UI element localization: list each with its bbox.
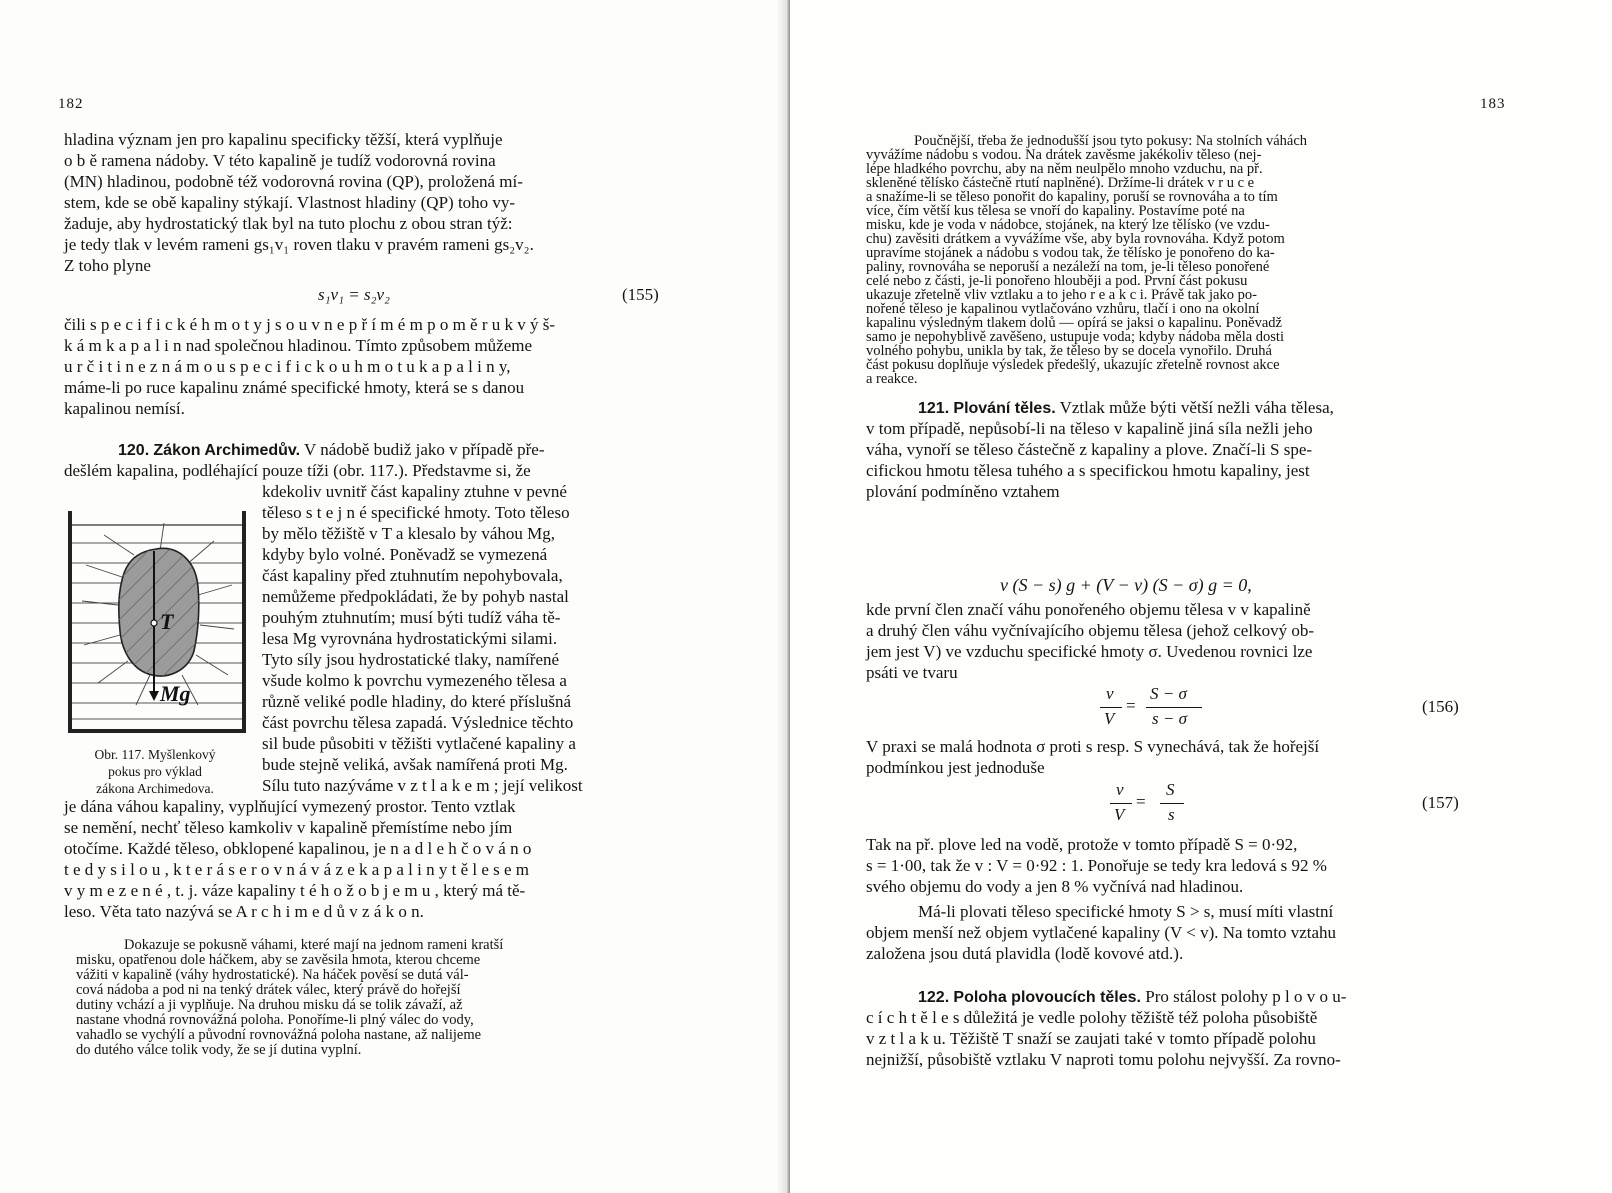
text-line: lesa Mg vyrovnána hydrostatickými silami. [262, 629, 558, 648]
section-122-heading [918, 987, 1346, 1008]
fraction-bar [1110, 803, 1132, 804]
caption-line: zákona Archimedova. [96, 781, 214, 796]
section-number: 121. [918, 400, 950, 417]
fraction-numerator: S − σ [1150, 684, 1187, 703]
fraction-bar [1160, 803, 1184, 804]
equation-number: (157) [1422, 793, 1459, 812]
fraction-denominator: s [1168, 805, 1175, 824]
small-text-line: samo je nepohyblivě zavěšeno, ustupuje voda; kdyby nádoba měla dosti [866, 329, 1284, 345]
page-number-left: 182 [58, 96, 84, 112]
text-line: v tom případě, nepůsobí-li na těleso v kapalině jiná síla nežli jeho [866, 419, 1313, 438]
text-line: kde první člen značí váhu ponořeného objemu tělesa v v kapalině [866, 600, 1311, 619]
fraction-denominator: V [1104, 709, 1115, 728]
text-line: Tak na př. plove led na vodě, protože v tomto případě S = 0·92, [866, 835, 1298, 854]
text-run: Vztlak může býti větší nežli váha tělesa, [1059, 398, 1334, 417]
caption-line: pokus pro výklad [108, 764, 202, 779]
text-line: čili s p e c i f i c k é h m o t y j s o u v n e p ř í m é m p o m ě r u k v ý š- [64, 315, 556, 334]
text-line: všude kolmo k povrchu vymezeného tělesa a [262, 671, 567, 690]
text-line: o b ě ramena nádoby. V této kapalině je tudíž vodorovná rovina [64, 151, 496, 170]
small-text-line: paliny, rovnováha se neporuší a nezáleží na tom, je-li těleso ponořené [866, 259, 1270, 275]
vessel-bottom [68, 729, 246, 733]
section-number: 122. [918, 989, 950, 1006]
small-text-line: cová nádoba a pod ni na tenký drátek válec, který právě do hořejší [76, 982, 461, 998]
vessel-wall-right [242, 511, 246, 733]
text-line: část povrchu tělesa zapadá. Výslednice těchto [262, 713, 574, 732]
text-line: bude stejně veliká, avšak namířená proti Mg. [262, 755, 568, 774]
text-line: kdekoliv uvnitř část kapaliny ztuhne v pevné [262, 482, 567, 501]
small-text-line: Dokazuje se pokusně váhami, které mají na jednom rameni kratší [124, 937, 504, 953]
label-T: T [160, 609, 174, 634]
text-line: kdyby bylo volné. Poněvadž se vymezená [262, 545, 548, 564]
vessel-wall-left [68, 511, 72, 733]
fraction-bar [1146, 707, 1202, 708]
small-text-line: nořené těleso je kapalinou vytlačováno vzhůru, tlačí i ono na okolní [866, 301, 1260, 317]
section-120-heading [118, 440, 545, 461]
text-line: se nemění, nechť těleso kamkoliv v kapalině přemístíme nebo jím [64, 818, 513, 837]
small-text-line: část pokusu doplňuje výsledek předešlý, ukazujíc zřetelně rovnost akce [866, 357, 1280, 373]
text-line: v y m e z e n é , t. j. váze kapaliny t é h o ž o b j e m u , který má tě- [64, 881, 526, 900]
text-line: svého objemu do vody a jen 8 % vyčnívá nad hladinou. [866, 877, 1244, 896]
text-line: Sílu tuto nazýváme v z t l a k e m ; její velikost [262, 776, 583, 795]
small-text-line: upravíme stojánek a nádobu s vodou tak, že tělísko je ponořeno do ka- [866, 245, 1275, 261]
small-text-line: vahadlo se vychýlí a původní rovnovážná poloha nastane, až nalijeme [76, 1027, 482, 1043]
text-line: těleso s t e j n é specifické hmoty. Toto těleso [262, 503, 570, 522]
text-line: část kapaliny před ztuhnutím nepohybovala, [262, 566, 563, 585]
small-text-line: dutiny vchází a ji vyplňuje. Na druhou misku dá se tolik závaží, až [76, 997, 463, 1013]
small-text-line: misku, kde je voda v nádobce, stojánek, na který lze tělísko (ve vzdu- [866, 217, 1270, 233]
text-line: založena jsou dutá plavidla (lodě kovové atd.). [866, 944, 1184, 963]
text-line: plování podmíněno vztahem [866, 482, 1060, 501]
small-text-line: vážiti v kapalině (váhy hydrostatické). Na háček pověsí se dutá vál- [76, 967, 469, 983]
text-line: v z t l a k u. Těžiště T snaží se zaujati také v tomto případě polohu [866, 1029, 1316, 1048]
text-line: a druhý člen váhu vyčnívajícího objemu tělesa (jehož celkový ob- [866, 621, 1314, 640]
text-line: dešlém kapalina, podléhající pouze tíži (obr. 117.). Představme si, že [64, 461, 531, 480]
text-line: různě veliké podle hladiny, do které příslušná [262, 692, 572, 711]
text-line: u r č i t i n e z n á m o u s p e c i f i c k o u h m o t u k a p a l i n y, [64, 357, 511, 376]
small-text-line: lépe hladkého povrchu, aby na něm neulpělo mnoho vzduchu, na př. [866, 161, 1263, 177]
small-text-line: a reakce. [866, 371, 918, 387]
small-text-line: do dutého válce tolik vody, že se jí dutina vyplní. [76, 1042, 362, 1058]
small-text-line: nastane vhodná rovnovážná poloha. Ponoříme-li plný válec do vody, [76, 1012, 474, 1028]
text-line: objem menší než objem vytlačené kapaliny (V < v). Na tomto vztahu [866, 923, 1337, 942]
equation-main: v (S − s) g + (V − v) (S − σ) g = 0, [1000, 575, 1252, 595]
text-line: s = 1·00, tak že v : V = 0·92 : 1. Ponořuje se tedy kra ledová s 92 % [866, 856, 1327, 875]
text-line: máme-li po ruce kapalinu známé specifické hmoty, která se s danou [64, 378, 525, 397]
label-Mg: Mg [160, 681, 191, 706]
small-text-line: celé nebo z části, je-li ponořeno hlouběji a pod. První část pokusu [866, 273, 1248, 289]
text-line: Tyto síly jsou hydrostatické tlaky, namířené [262, 650, 560, 669]
equals-sign: = [1126, 696, 1136, 715]
fraction-denominator: V [1114, 805, 1125, 824]
text-line: Z toho plyne [64, 256, 151, 275]
text-line: váha, vynoří se těleso částečně z kapaliny a plove. Značí-li S spe- [866, 440, 1313, 459]
text-line: nemůžeme předpokládati, že by pohyb nastal [262, 587, 569, 606]
small-text-line: Poučnější, třeba že jednodušší jsou tyto pokusy: Na stolních váhách [914, 133, 1308, 149]
small-text-line: misku, opatřenou dole háčkem, aby se zavěsila hmota, kterou chceme [76, 952, 481, 968]
text-line: psáti ve tvaru [866, 663, 958, 682]
text-line: k á m k a p a l i n nad společnou hladinou. Tímto způsobem můžeme [64, 336, 533, 355]
caption-line: Obr. 117. Myšlenkový [94, 747, 216, 762]
text-line: c í c h t ě l e s důležitá je vedle polohy těžiště též poloha působiště [866, 1008, 1318, 1027]
text-line: by mělo těžiště v T a klesalo by váhou Mg, [262, 524, 556, 543]
small-text-line: ukazuje zřetelně vliv vztlaku a to jeho r e a k c i. Právě tak jako po- [866, 287, 1257, 303]
fraction-numerator: S [1166, 780, 1175, 799]
centroid-point [151, 620, 157, 626]
text-line: V praxi se malá hodnota σ proti s resp. S vynechává, tak že hořejší [866, 737, 1320, 756]
section-title: Poloha plovoucích těles. [953, 989, 1141, 1006]
text-line: pouhým ztuhnutím; musí býti tudíž váha tě- [262, 608, 561, 627]
fraction-numerator: v [1106, 684, 1114, 703]
text-line: Má-li plovati těleso specifické hmoty S > s, musí míti vlastní [918, 902, 1334, 921]
fraction-bar [1100, 707, 1122, 708]
section-number: 120. [118, 442, 150, 459]
text-line: podmínkou jest jednoduše [866, 758, 1045, 777]
equals-sign: = [1136, 792, 1146, 811]
text-line: t e d y s i l o u , k t e r á s e r o v n á v á z e k a p a l i n y t ě l e s e m [64, 860, 530, 879]
figure-117 [64, 505, 250, 737]
text-line: otočíme. Každé těleso, obklopené kapalinou, je n a d l e h č o v á n o [64, 839, 532, 858]
text-line: je tedy tlak v levém rameni gs₁v₁ roven tlaku v pravém rameni gs₂v₂. [64, 235, 534, 254]
small-text-line: kapalinu výsledným tlakem dolů — opírá se jaksi o kapalinu. Poněvadž [866, 315, 1282, 331]
text-line: jem jest V) ve vzduchu specifické hmoty σ. Uvedenou rovnici lze [866, 642, 1313, 661]
small-text-line: vyvážíme nádobu s vodou. Na drátek zavěsme jakékoliv těleso (nej- [866, 147, 1262, 163]
text-run: Pro stálost polohy p l o v o u- [1145, 987, 1347, 1006]
text-line: sil bude působiti v těžišti vytlačené kapaliny a [262, 734, 576, 753]
text-line: leso. Věta tato nazývá se A r c h i m e d ů v z á k o n. [64, 902, 424, 921]
small-text-line: a snažíme-li se těleso ponořit do kapaliny, poruší se rovnováha a to tím [866, 189, 1278, 205]
text-line: cifickou hmotu tělesa tuhého a s specifickou hmotu kapaliny, jest [866, 461, 1310, 480]
fraction-denominator: s − σ [1152, 709, 1187, 728]
text-line: (MN) hladinou, podobně též vodorovná rovina (QP), proložená mí- [64, 172, 523, 191]
small-text-line: chu) zavěsiti drátkem a vyvážíme vše, aby byla rovnováha. Když potom [866, 231, 1285, 247]
page-number-right: 183 [1480, 96, 1506, 112]
text-line: kapalinou nemísí. [64, 399, 185, 418]
text-run: V nádobě budiž jako v případě pře- [304, 440, 545, 459]
equation-number: (155) [622, 285, 659, 304]
small-text-line: skleněné tělísko částečně rtutí naplněné). Držíme-li drátek v r u c e [866, 175, 1255, 191]
equation-number: (156) [1422, 697, 1459, 716]
figure-caption [64, 746, 246, 797]
text-line: stem, kde se obě kapaliny stýkají. Vlastnost hladiny (QP) toho vy- [64, 193, 516, 212]
text-line: hladina význam jen pro kapalinu specificky těžší, která vyplňuje [64, 130, 503, 149]
small-text-line: volného pohybu, unikla by tak, že těleso by se docela vynořilo. Druhá [866, 343, 1272, 359]
small-text-line: více, čím větší kus tělesa se vnoří do kapaliny. Postavíme poté na [866, 203, 1245, 219]
section-121-heading [918, 398, 1334, 419]
text-line: žaduje, aby hydrostatický tlak byl na tuto plochu z obou stran týž: [64, 214, 513, 233]
section-title: Zákon Archimedův. [153, 442, 301, 459]
section-title: Plování těles. [953, 400, 1056, 417]
fraction-numerator: v [1116, 780, 1124, 799]
text-line: je dána váhou kapaliny, vyplňující vymezený prostor. Tento vztlak [64, 797, 516, 816]
equation-155: s₁v₁ = s₂v₂ [318, 285, 390, 304]
equation-156 [1098, 684, 1228, 732]
text-line: nejnižší, působiště vztlaku V naproti tomu polohu nejvyšší. Za rovno- [866, 1050, 1341, 1069]
equation-157 [1108, 780, 1208, 828]
